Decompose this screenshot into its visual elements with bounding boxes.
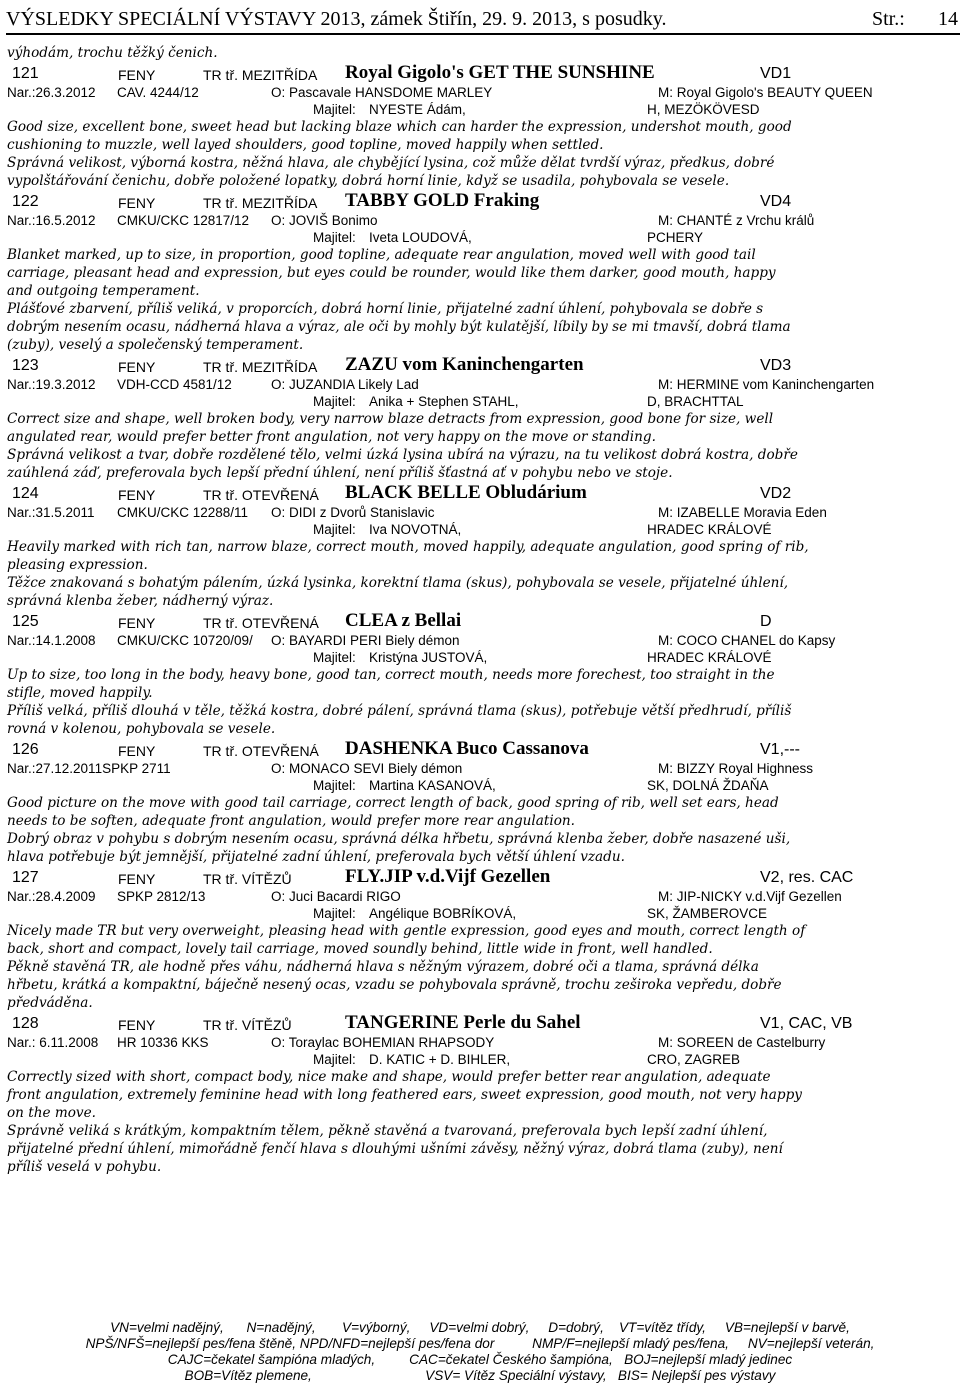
class-label: TR tř. MEZITŘÍDA (203, 359, 318, 375)
sire: O: MONACO SEVI Biely démon (271, 761, 463, 776)
sex-label: FENY (118, 195, 156, 211)
owner-row (7, 521, 957, 538)
grade: V2, res. CAC (760, 869, 854, 886)
critique-czech-line: hřbetu, krátká a kompaktní, báječně nesený ocas, vzadu se pohybovala správně, trochu zeširoka vepředu, dobře (7, 977, 782, 993)
owner-town: CRO, ZAGREB (647, 1052, 741, 1067)
critique-czech-line: předváděna. (7, 995, 93, 1011)
dog-entry (7, 611, 957, 738)
critique-czech-line: Těžce znakovaná s bohatým pálením, úzká lysinka, korektní tlama (skus), pohybovala se vesele, přijatelné úhlení, (7, 575, 789, 591)
sex-label: FENY (118, 743, 156, 759)
owner-label: Majitel: (313, 230, 356, 245)
dam: M: HERMINE vom Kaninchengarten (658, 377, 875, 392)
owner-row (7, 229, 957, 246)
entry-heading (7, 611, 957, 632)
dam: M: COCO CHANEL do Kapsy (658, 633, 836, 648)
grade: VD1 (760, 65, 792, 82)
critique-czech-line: přijatelné přední úhlení, mimořádně fenčí hlava s dlouhými ušními závěsy, něžný výraz, dobrá tlama (zuby), není (7, 1141, 783, 1157)
header-rule (6, 33, 960, 35)
sire: O: Toraylac BOHEMIAN RHAPSODY (271, 1035, 495, 1050)
critique-english-line: stifle, moved happily. (7, 685, 153, 701)
owner-name: Martina KASANOVÁ, (369, 778, 496, 793)
catalog-number: 127 (12, 869, 39, 886)
critique-czech-line: zaúhlená záď, preferovala bych lepší přední úhlení, není příliš šťastná ať v pohybu nebo ve stoje. (7, 465, 673, 481)
owner-label: Majitel: (313, 522, 356, 537)
class-label: TR tř. OTEVŘENÁ (203, 743, 319, 759)
critique-english-line: carriage, pleasant head and expression, but eyes could be rounder, would like them darker, good mouth, happy (7, 265, 776, 281)
birth-date: Nar.:14.1.2008 (7, 633, 96, 648)
pedigree-row (7, 212, 957, 229)
owner-row (7, 649, 957, 666)
grade: VD4 (760, 193, 792, 210)
dam: M: JIP-NICKY v.d.Vijf Gezellen (658, 889, 842, 904)
critique-english-line: and outgoing temperament. (7, 283, 200, 299)
birth-date: Nar.:31.5.2011 (7, 505, 95, 520)
owner-town: D, BRACHTTAL (647, 394, 744, 409)
critique-czech-line: vypolštářování čenichu, dobře položené lopatky, dobrá horní linie, když se usadila, pohybovala se vesele. (7, 173, 730, 189)
dog-name: DASHENKA Buco Cassanova (345, 738, 589, 759)
critique-english-line: needs to be soften, adequate front angulation, would prefer more rear angulation. (7, 813, 575, 829)
registration-number: SPKP 2812/13 (117, 889, 206, 904)
sex-label: FENY (118, 487, 156, 503)
critique-english-line: cushioning to muzzle, well layed shoulders, good topline, moved happily when settled. (7, 137, 604, 153)
critique-english-line: Up to size, too long in the body, heavy bone, good tan, correct mouth, needs more forechest, too straight in the (7, 667, 775, 683)
grade: V1, CAC, VB (760, 1015, 853, 1032)
dog-name: ZAZU vom Kaninchengarten (345, 354, 584, 375)
owner-row (7, 393, 957, 410)
results-content (7, 44, 957, 1176)
owner-town: H, MEZÖKÖVESD (647, 102, 760, 117)
dog-entry (7, 63, 957, 190)
entry-heading (7, 867, 957, 888)
birth-date: Nar.:27.12.2011SPKP 2711 (7, 761, 171, 776)
entry-heading (7, 483, 957, 504)
sex-label: FENY (118, 1017, 156, 1033)
registration-number: HR 10336 KKS (117, 1035, 209, 1050)
owner-town: SK, ŽAMBEROVCE (647, 906, 768, 921)
registration-number: CMKU/CKC 10720/09/ (117, 633, 253, 648)
catalog-number: 128 (12, 1015, 39, 1032)
critique-czech-line: dobrým nesením ocasu, nádherná hlava a výraz, ale oči by mohly být kulatější, líbily by se mi tmavší, dobrá tlama (7, 319, 791, 335)
registration-number: CMKU/CKC 12288/11 (117, 505, 249, 520)
critique-czech-line: Pěkně stavěná TR, ale hodně přes váhu, nádherná hlava s něžným výrazem, dobré oči a tlama, správná délka (7, 959, 759, 975)
birth-date: Nar.: 6.11.2008 (7, 1035, 99, 1050)
legend-line: CAJC=čekatel šampióna mladých, CAC=čekatel Českého šampióna, BOJ=nejlepší mladý jedinec (167, 1352, 793, 1367)
catalog-number: 123 (12, 357, 39, 374)
critique-english-line: pleasing expression. (7, 557, 148, 573)
sire: O: JUZANDIA Likely Lad (271, 377, 419, 392)
dog-name: Royal Gigolo's GET THE SUNSHINE (345, 62, 655, 83)
entries-list (7, 63, 957, 1176)
owner-name: Iveta LOUDOVÁ, (369, 230, 472, 245)
dam: M: Royal Gigolo's BEAUTY QUEEN (658, 85, 873, 100)
birth-date: Nar.:28.4.2009 (7, 889, 96, 904)
pedigree-row (7, 84, 957, 101)
legend-line: VN=velmi nadějný, N=nadějný, V=výborný, VD=velmi dobrý, D=dobrý, VT=vítěz třídy, VB=nejlepší v barvě, (110, 1320, 850, 1335)
legend-line: NPŠ/NFŠ=nejlepší pes/fena štěně, NPD/NFD=nejlepší pes/fena dor NMP/F=nejlepší mladý pes/fena, NV=nejlepší veterán, (85, 1336, 875, 1351)
dog-name: TABBY GOLD Fraking (345, 190, 540, 211)
class-label: TR tř. MEZITŘÍDA (203, 67, 318, 83)
dog-name: BLACK BELLE Obludárium (345, 482, 587, 503)
pedigree-row (7, 504, 957, 521)
entry-heading (7, 191, 957, 212)
critique-english-line: Blanket marked, up to size, in proportion, good topline, adequate rear angulation, moved well with good tail (7, 247, 756, 263)
critique-czech-line: správná klenba žeber, nádherný výraz. (7, 593, 274, 609)
dog-entry (7, 483, 957, 610)
owner-label: Majitel: (313, 650, 356, 665)
class-label: TR tř. OTEVŘENÁ (203, 615, 319, 631)
critique-english-line: Correctly sized with short, compact body, nice make and shape, would prefer better rear angulation, adequate (7, 1069, 771, 1085)
dog-name: CLEA z Bellai (345, 610, 462, 631)
registration-number: CMKU/CKC 12817/12 (117, 213, 250, 228)
page-number: 14 (938, 8, 958, 30)
owner-town: HRADEC KRÁLOVÉ (647, 522, 772, 537)
sire: O: Pascavale HANSDOME MARLEY (271, 85, 493, 100)
grade: D (760, 613, 772, 630)
pedigree-row (7, 632, 957, 649)
critique-czech-line: Správná velikost, výborná kostra, něžná hlava, ale chybějící lysina, což může dělat tvrdší výraz, předkus, dobré (7, 155, 775, 171)
owner-name: D. KATIC + D. BIHLER, (369, 1052, 511, 1067)
dog-name: FLY.JIP v.d.Vijf Gezellen (345, 866, 551, 887)
page-title: VÝSLEDKY SPECIÁLNÍ VÝSTAVY 2013, zámek Štiřín, 29. 9. 2013, s posudky. (6, 8, 667, 30)
entry-heading (7, 355, 957, 376)
owner-label: Majitel: (313, 394, 356, 409)
critique-english-line: on the move. (7, 1105, 96, 1121)
owner-label: Majitel: (313, 102, 356, 117)
sex-label: FENY (118, 871, 156, 887)
sex-label: FENY (118, 615, 156, 631)
owner-town: PCHERY (647, 230, 704, 245)
critique-czech-line: Správná velikost a tvar, dobře rozdělené tělo, velmi úzká lysina ubírá na výrazu, na tu velikost dobrá kostra, dobře (7, 447, 798, 463)
owner-town: HRADEC KRÁLOVÉ (647, 650, 772, 665)
dog-entry (7, 191, 957, 354)
dog-name: TANGERINE Perle du Sahel (345, 1012, 581, 1033)
dam: M: CHANTÉ z Vrchu králů (658, 213, 815, 228)
critique-czech-line: příliš veselá v pohybu. (7, 1159, 162, 1175)
dog-entry (7, 1013, 957, 1176)
birth-date: Nar.:26.3.2012 (7, 85, 96, 100)
owner-row (7, 777, 957, 794)
owner-town: SK, DOLNÁ ŽDAŇA (647, 778, 769, 793)
critique-czech-line: Plášťové zbarvení, příliš veliká, v proporcích, dobrá horní linie, přijatelné zadní úhlení, pohybovala se dobře s (7, 301, 764, 317)
pedigree-row (7, 376, 957, 393)
sex-label: FENY (118, 67, 156, 83)
dam: M: SOREEN de Castelburry (658, 1035, 826, 1050)
critique-english-line: back, short and compact, lovely tail carriage, moved soundly behind, little wide in front, well handled. (7, 941, 713, 957)
owner-row (7, 1051, 957, 1068)
dam: M: IZABELLE Moravia Eden (658, 505, 827, 520)
continuation-text: výhodám, trochu těžký čenich. (7, 45, 218, 61)
owner-name: Kristýna JUSTOVÁ, (369, 650, 488, 665)
catalog-number: 121 (12, 65, 39, 82)
catalog-number: 125 (12, 613, 39, 630)
legend-line: BOB=Vítěz plemene, VSV= Vítěz Speciální výstavy, BIS= Nejlepší pes výstavy (184, 1368, 776, 1383)
owner-row (7, 905, 957, 922)
sire: O: BAYARDI PERI Biely démon (271, 633, 460, 648)
dam: M: BIZZY Royal Highness (658, 761, 814, 776)
sire: O: DIDI z Dvorů Stanislavic (271, 505, 435, 520)
pedigree-row (7, 760, 957, 777)
critique-czech-line: (zuby), veselý a společenský temperament. (7, 337, 304, 353)
owner-name: NYESTE Ádám, (369, 102, 466, 117)
class-label: TR tř. MEZITŘÍDA (203, 195, 318, 211)
critique-english-line: Nicely made TR but very overweight, pleasing head with gentle expression, good eyes and mouth, correct length of (7, 923, 806, 939)
legend (0, 1320, 960, 1384)
owner-label: Majitel: (313, 1052, 356, 1067)
owner-label: Majitel: (313, 906, 356, 921)
entry-heading (7, 63, 957, 84)
class-label: TR tř. VÍTĚZŮ (203, 1017, 292, 1033)
pedigree-row (7, 888, 957, 905)
owner-row (7, 101, 957, 118)
grade: VD3 (760, 357, 792, 374)
entry-heading (7, 1013, 957, 1034)
sex-label: FENY (118, 359, 156, 375)
critique-czech-line: rovná v kolenou, pohybovala se vesele. (7, 721, 276, 737)
critique-czech-line: Správně veliká s krátkým, kompaktním tělem, pěkně stavěná a tvarovaná, preferovala bych lepší zadní úhlení, (7, 1123, 768, 1139)
page-label: Str.: (872, 8, 905, 30)
sire: O: JOVIŠ Bonimo (271, 213, 378, 228)
critique-english-line: Good size, excellent bone, sweet head but lacking blaze which can harder the expression, undershot mouth, good (7, 119, 792, 135)
critique-czech-line: Příliš velká, příliš dlouhá v těle, těžká kostra, dobré pálení, správná tlama (skus), potřebuje větší předhrudí, příliš (7, 703, 792, 719)
birth-date: Nar.:16.5.2012 (7, 213, 96, 228)
critique-czech-line: hlava potřebuje být jemnější, přijatelné zadní úhlení, preferovala bych větší úhlení vzadu. (7, 849, 625, 865)
grade: V1,--- (760, 741, 800, 758)
class-label: TR tř. OTEVŘENÁ (203, 487, 319, 503)
critique-english-line: angulated rear, would prefer better front angulation, not very happy on the move or standing. (7, 429, 656, 445)
grade: VD2 (760, 485, 792, 502)
page-header (6, 6, 956, 32)
entry-heading (7, 739, 957, 760)
dog-entry (7, 739, 957, 866)
owner-name: Iva NOVOTNÁ, (369, 522, 462, 537)
sire: O: Juci Bacardi RIGO (271, 889, 401, 904)
catalog-number: 126 (12, 741, 39, 758)
owner-name: Anika + Stephen STAHL, (369, 394, 519, 409)
registration-number: CAV. 4244/12 (117, 85, 199, 100)
critique-english-line: front angulation, extremely feminine head with long feathered ears, sweet expression, good mouth, not very happy (7, 1087, 802, 1103)
birth-date: Nar.:19.3.2012 (7, 377, 96, 392)
pedigree-row (7, 1034, 957, 1051)
critique-english-line: Good picture on the move with good tail carriage, correct length of back, good spring of rib, well set ears, head (7, 795, 779, 811)
registration-number: VDH-CCD 4581/12 (117, 377, 232, 392)
owner-label: Majitel: (313, 778, 356, 793)
dog-entry (7, 867, 957, 1012)
dog-entry (7, 355, 957, 482)
class-label: TR tř. VÍTĚZŮ (203, 871, 292, 887)
critique-english-line: Correct size and shape, well broken body, very narrow blaze detracts from expression, good bone for size, well (7, 411, 774, 427)
owner-name: Angélique BOBRÍKOVÁ, (369, 906, 517, 921)
catalog-number: 122 (12, 193, 39, 210)
critique-english-line: Heavily marked with rich tan, narrow blaze, correct mouth, moved happily, adequate angulation, good spring of rib, (7, 539, 809, 555)
catalog-number: 124 (12, 485, 39, 502)
critique-czech-line: Dobrý obraz v pohybu s dobrým nesením ocasu, správná délka hřbetu, správná klenba žeber, dobře nasazené uši, (7, 831, 791, 847)
